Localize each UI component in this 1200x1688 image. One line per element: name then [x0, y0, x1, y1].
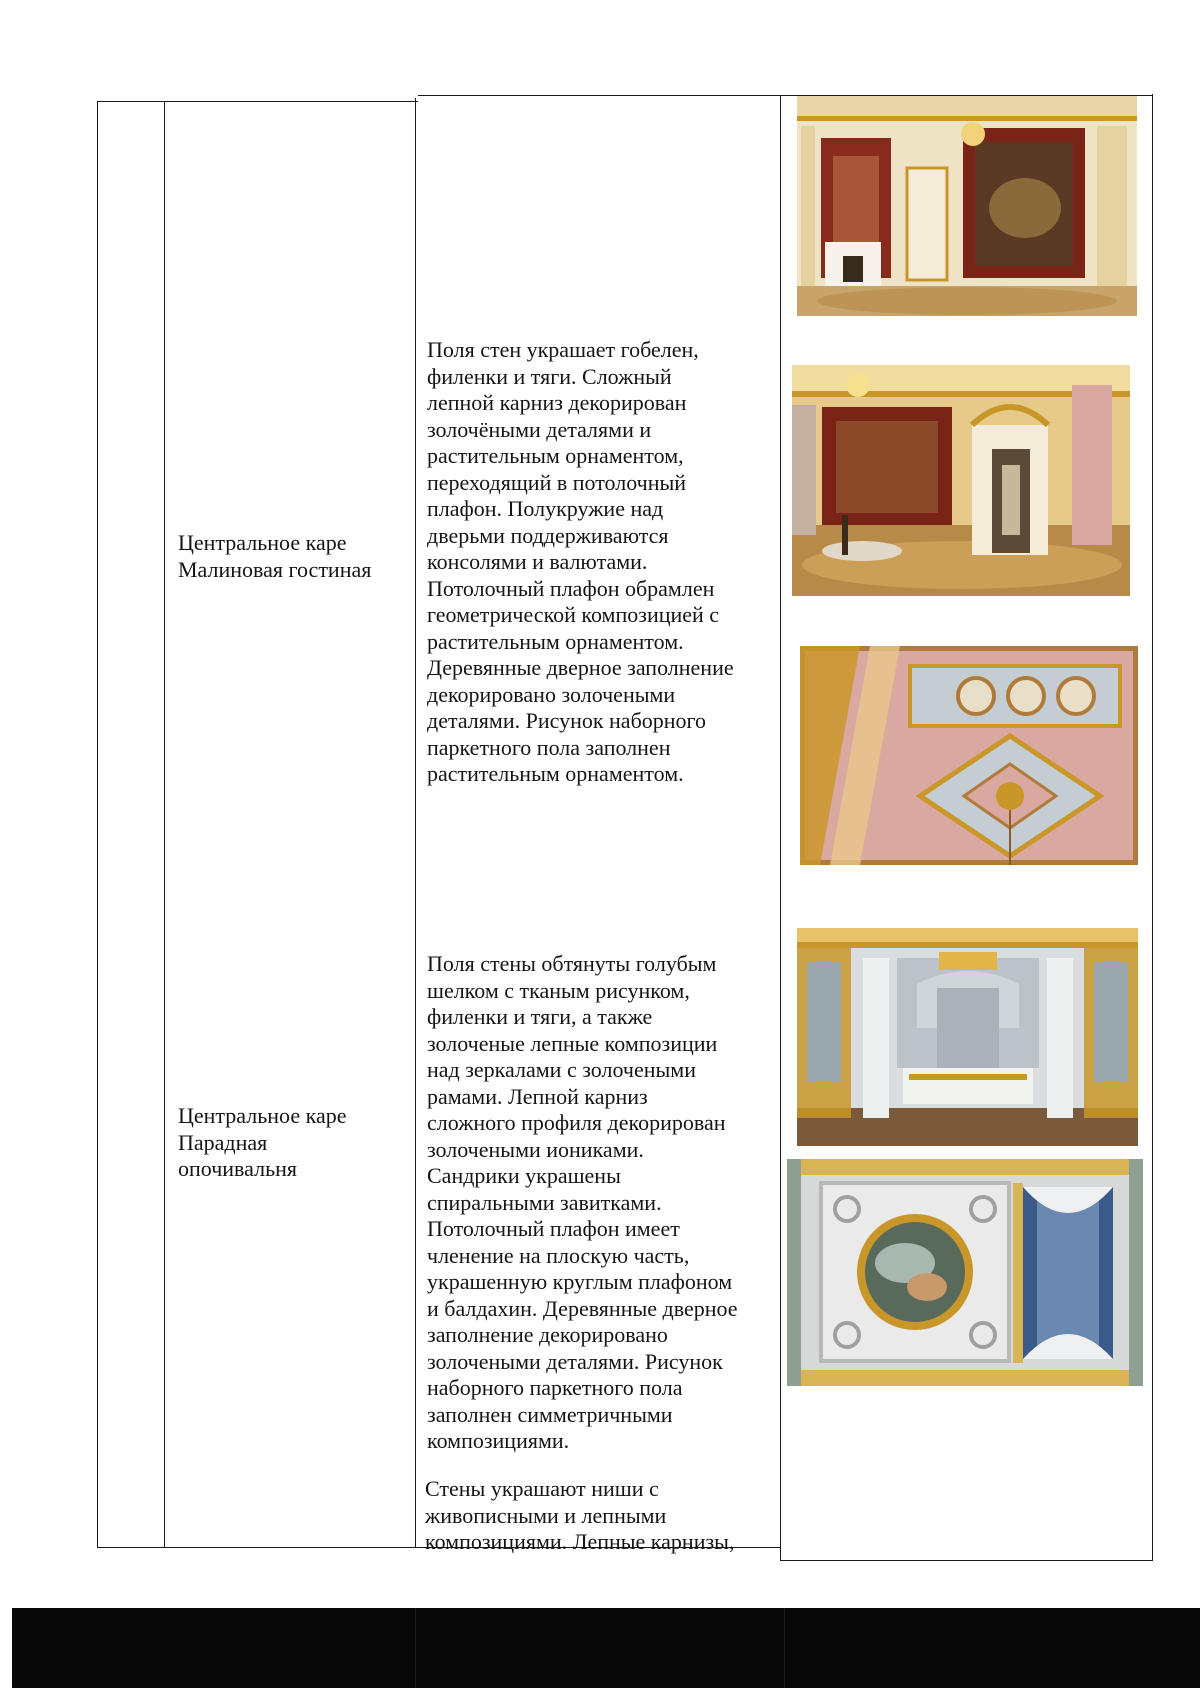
table-left-border: [97, 101, 98, 1548]
photo-crimson-drawing-room-doorway: [792, 365, 1130, 596]
room-name-state-bedchamber: Центральное каре Парадная опочивальня: [178, 1103, 347, 1181]
table-top-border: [97, 101, 418, 102]
photo-crimson-drawing-room-ceiling: [800, 646, 1138, 865]
photo-crimson-drawing-room-tapestry: [797, 96, 1137, 316]
column-divider-3: [780, 96, 781, 1560]
column-divider-2: [415, 98, 416, 1548]
scan-band-divider-2: [784, 1608, 785, 1688]
table-right-border: [1152, 94, 1153, 1561]
photo-state-bedchamber-alcove: [797, 928, 1138, 1146]
scan-bottom-band: [12, 1608, 1200, 1688]
table-bottom-border-right: [780, 1560, 1153, 1561]
room-description-crimson-drawing-room: Поля стен украшает гобелен, филенки и тяги. Сложный лепной карниз декорирован золочёными деталями и растительным орнаментом, переходящий в потолочный плафон. Полукружие над дверьми поддерживаются консолями и валютами. Потолочный плафон обрамлен геометрической композицией с растительным орнаментом. Деревянные дверное заполнение декорировано золочеными деталями. Рисунок наборного паркетного пола заполнен растительным орнаментом.: [427, 337, 734, 786]
scan-band-divider-1: [415, 1608, 416, 1688]
room-description-next-room: Стены украшают ниши с живописными и лепными композициями. Лепные карнизы,: [425, 1476, 735, 1554]
room-name-crimson-drawing-room: Центральное каре Малиновая гостиная: [178, 530, 372, 582]
column-divider-1: [164, 101, 165, 1548]
photo-state-bedchamber-ceiling: [787, 1159, 1143, 1386]
room-description-state-bedchamber: Поля стены обтянуты голубым шелком с тканым рисунком, филенки и тяги, а также золоченые лепные композиции над зеркалами с золочеными рамами. Лепной карниз сложного профиля декорирован золочеными иониками. Сандрики украшены спиральными завитками. Потолочный плафон имеет членение на плоскую часть, украшенную круглым плафоном и балдахин. Деревянные дверное заполнение декорировано золочеными деталями. Рисунок наборного паркетного пола заполнен симметричными композициями.: [427, 951, 738, 1453]
